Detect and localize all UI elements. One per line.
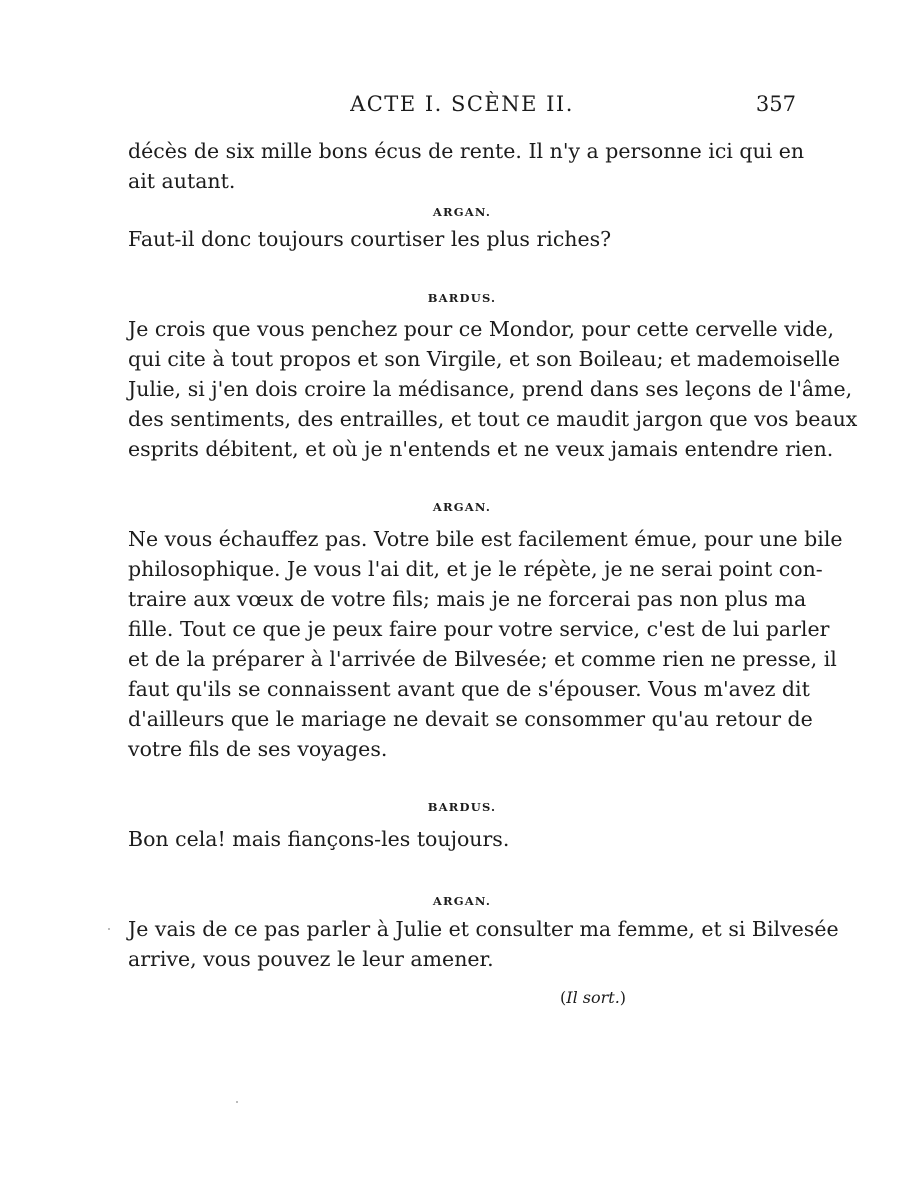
speaker-label: ARGAN.	[432, 894, 492, 908]
text-line: Faut-il donc toujours courtiser les plus riches?	[128, 227, 612, 251]
running-title: ACTE I. SCÈNE II.	[350, 92, 574, 116]
paper-speck	[108, 928, 110, 930]
speaker-label: ARGAN.	[432, 500, 492, 514]
text-line: des sentiments, des entrailles, et tout ce maudit jargon que vos beaux	[128, 407, 858, 431]
text-line: Ne vous échauffez pas. Votre bile est facilement émue, pour une bile	[128, 527, 843, 551]
text-line: votre fils de ses voyages.	[128, 737, 388, 761]
text-line: d'ailleurs que le mariage ne devait se consommer qu'au retour de	[128, 707, 813, 731]
text-line: fille. Tout ce que je peux faire pour votre service, c'est de lui parler	[128, 617, 830, 641]
text-line: ait autant.	[128, 169, 236, 193]
stage-close-paren: )	[619, 988, 627, 1007]
running-header	[128, 92, 796, 122]
stage-direction	[560, 988, 626, 1007]
text-line: philosophique. Je vous l'ai dit, et je le répète, je ne serai point con-	[128, 557, 823, 581]
text-line: décès de six mille bons écus de rente. Il n'y a personne ici qui en	[128, 139, 805, 163]
stage-open-paren: (	[560, 988, 567, 1007]
text-line: et de la préparer à l'arrivée de Bilvesée; et comme rien ne presse, il	[128, 647, 837, 671]
speaker-label: ARGAN.	[432, 205, 492, 219]
page-number: 357	[755, 92, 796, 116]
text-line: arrive, vous pouvez le leur amener.	[128, 947, 494, 971]
text-line: esprits débitent, et où je n'entends et ne veux jamais entendre rien.	[128, 437, 834, 461]
text-line: traire aux vœux de votre fils; mais je ne forcerai pas non plus ma	[128, 587, 807, 611]
stage-direction-text: Il sort.	[566, 988, 620, 1007]
paper-speck	[236, 1101, 238, 1103]
text-line: Je crois que vous penchez pour ce Mondor, pour cette cervelle vide,	[128, 317, 835, 341]
text-line: Je vais de ce pas parler à Julie et consulter ma femme, et si Bilvesée	[128, 917, 839, 941]
text-line: Julie, si j'en dois croire la médisance, prend dans ses leçons de l'âme,	[128, 377, 853, 401]
text-line: Bon cela! mais fiançons-les toujours.	[128, 827, 510, 851]
text-line: faut qu'ils se connaissent avant que de s'épouser. Vous m'avez dit	[128, 677, 810, 701]
speaker-label: BARDUS.	[427, 800, 497, 814]
speaker-label: BARDUS.	[427, 291, 497, 305]
text-line: qui cite à tout propos et son Virgile, et son Boileau; et mademoiselle	[128, 347, 841, 371]
